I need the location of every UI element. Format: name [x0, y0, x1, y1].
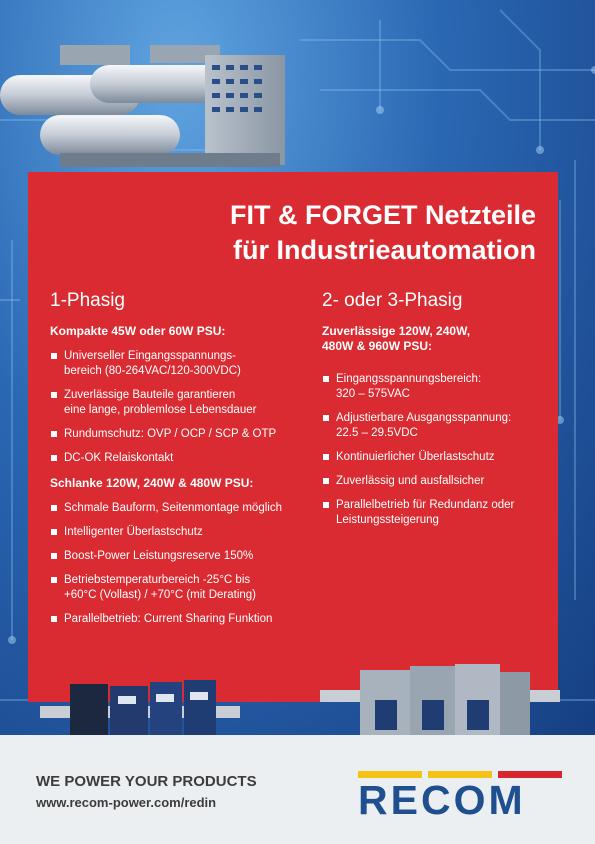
red-content-panel — [28, 172, 558, 702]
headline-line-1: FIT & FORGET Netzteile — [229, 200, 536, 230]
list-item: Parallelbetrieb: Current Sharing Funktion — [50, 612, 310, 627]
list-item: Schmale Bauform, Seitenmontage möglich — [50, 501, 310, 516]
single-phase-column — [50, 290, 310, 637]
list-item: Parallelbetrieb für Redundanz oder Leistungssteigerung — [322, 498, 547, 528]
three-phase-title: 2- oder 3-Phasig — [322, 290, 463, 311]
three-phase-heading: Zuverlässige 120W, 240W, 480W & 960W PSU: — [322, 324, 471, 353]
list-item: Eingangsspannungsbereich: 320 – 575VAC — [322, 372, 547, 402]
compact-psu-heading: Kompakte 45W oder 60W PSU: — [50, 324, 226, 338]
slim-psu-list — [50, 501, 310, 627]
slogan: WE POWER YOUR PRODUCTS — [36, 773, 257, 790]
din-rail-psu-3phase-image — [320, 660, 560, 735]
list-item: Adjustierbare Ausgangsspannung: 22.5 – 29.5VDC — [322, 411, 547, 441]
list-item: Betriebstemperaturbereich -25°C bis +60°C (Vollast) / +70°C (mit Derating) — [50, 573, 310, 603]
headline-line-2: für Industrieautomation — [233, 235, 536, 265]
headline — [230, 198, 536, 268]
slim-psu-heading: Schlanke 120W, 240W & 480W PSU: — [50, 476, 254, 490]
compact-psu-list — [50, 349, 310, 466]
single-phase-title: 1-Phasig — [50, 290, 125, 311]
list-item: DC-OK Relaiskontakt — [50, 451, 310, 466]
list-item: Kontinuierlicher Überlastschutz — [322, 450, 547, 465]
industrial-machine-image — [0, 45, 300, 185]
list-item: Zuverlässig und ausfallsicher — [322, 474, 547, 489]
three-phase-column — [322, 290, 547, 538]
din-rail-psu-1phase-image — [40, 676, 240, 735]
logo-wordmark: RECOM — [358, 777, 526, 823]
list-item: Intelligenter Überlastschutz — [50, 525, 310, 540]
website-link[interactable]: www.recom-power.com/redin — [36, 795, 217, 810]
list-item: Universeller Eingangsspannungs- bereich (80-264VAC/120-300VDC) — [50, 349, 310, 379]
recom-logo — [358, 771, 563, 821]
three-phase-list — [322, 372, 547, 528]
list-item: Rundumschutz: OVP / OCP / SCP & OTP — [50, 427, 310, 442]
list-item: Boost-Power Leistungsreserve 150% — [50, 549, 310, 564]
footer — [0, 735, 595, 844]
list-item: Zuverlässige Bauteile garantieren eine lange, problemlose Lebensdauer — [50, 388, 310, 418]
